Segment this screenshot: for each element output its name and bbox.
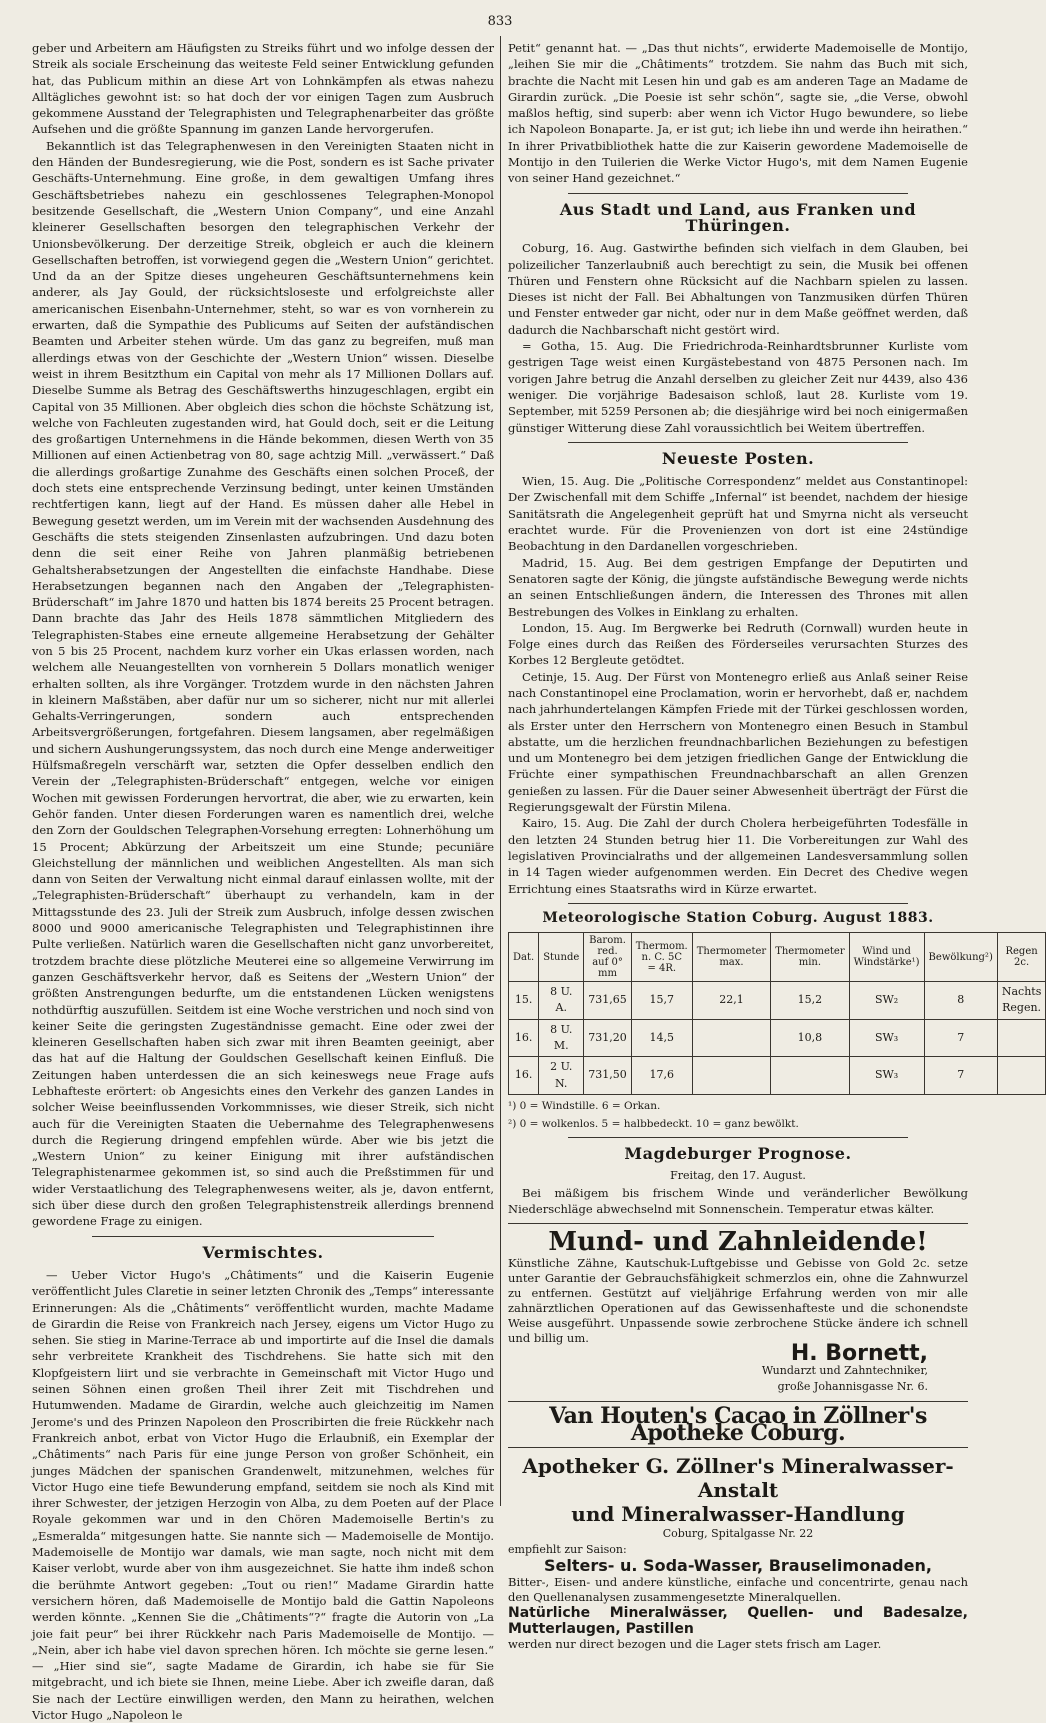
weather-header-cell: Barom. red. auf 0° mm — [584, 933, 632, 982]
table-cell: 15. — [509, 982, 539, 1020]
ad-dentist-text: Künstliche Zähne, Kautschuk-Luftgebisse und Gebisse von Gold 2c. setze unter Garantie der Gebrauchsfähigkeit schmerzlos ein, ohne die Zahnwurzel zu entfernen. Gestützt auf vieljährige Erfahrung werden von mir alle zahnärztlichen Operationen auf das Gewissenhafteste und die schonendste Weise ausgeführt. Unpassende sowie zerbrochene Stücke ändere ich schnell und billig um. — [508, 1256, 968, 1346]
news-cetinje: Cetinje, 15. Aug. Der Fürst von Montenegro erließ aus Anlaß seiner Reise nach Constantinopel eine Proclamation, worin er hervorhebt, daß er, nachdem nach jahrhundertelangen Kämpfen Friede mit der Türkei geschlossen worden, als Erster unter den Herrschern von Montenegro einen Besuch in Stambul abstatte, um die herzlichen freundnachbarlichen Beziehungen zu befestigen und um Montenegro bei dem jetzigen friedlichen Gange der Entwicklung die Früchte einer sympathischen Freundnachbarschaft an allen Grenzen genießen zu lassen. Für die Dauer seiner Abwesenheit überträgt der Fürst die Regierungsgewalt der Fürstin Milena. — [508, 669, 968, 815]
table-cell: 731,20 — [584, 1019, 632, 1057]
table-cell: 16. — [509, 1057, 539, 1095]
weather-header-cell: Thermometer min. — [771, 933, 849, 982]
section-rule — [568, 193, 908, 194]
weather-note-2: ²) 0 = wolkenlos. 5 = halbbedeckt. 10 = ganz bewölkt. — [508, 1117, 799, 1130]
news-london: London, 15. Aug. Im Bergwerke bei Redruth (Cornwall) wurden heute in Folge eines durch das Reißen des Förderseiles verursachten Sturzes des Korbes 12 Bergleute getödtet. — [508, 620, 968, 668]
table-cell: 22,1 — [692, 982, 770, 1020]
section-rule — [92, 1236, 434, 1237]
ad-mineral-product1-desc: Bitter-, Eisen- und andere künstliche, einfache und concentrirte, genau nach den Quellenanalysen zusammengesetzte Mineralquellen. — [508, 1574, 968, 1604]
page-number: 833 — [487, 14, 513, 29]
article-hugo-cont: Petit“ genannt hat. — „Das thut nichts“, erwiderte Mademoiselle de Montijo, „leihen Sie mir die „Châtiments“ trotzdem. Sie nahm das Buch mit sich, brachte die Nacht mit Lesen hin und gab es am anderen Tage an Madame de Girardin zurück. „Die Poesie ist sehr schön“, sagte sie, „die Verse, obwohl maßlos heftig, sind superb: aber wenn ich Victor Hugo bewundere, so liebe ich Napoleon Bonaparte. Ja, er ist gut; ich liebe ihn und werde ihn heirathen.“ In ihrer Privatbibliothek hatte die zur Kaiserin gewordene Mademoiselle de Montijo in den Tuilerien die Werke Victor Hugo's, mit dem Namen Eugenie von seiner Hand gezeichnet.“ — [508, 41, 968, 186]
section-rule — [568, 1137, 908, 1138]
table-cell — [692, 1019, 770, 1057]
section-title-regional: Aus Stadt und Land, aus Franken und Thüringen. — [559, 199, 917, 235]
weather-header-cell: Wind und Windstärke¹) — [849, 933, 924, 982]
ad-dentist-title: Mund- und Zahnleidende! — [548, 1227, 928, 1258]
ad-cacao-banner: Van Houten's Cacao in Zöllner's Apotheke Coburg. — [549, 1403, 927, 1446]
table-cell — [771, 1057, 849, 1095]
weather-header-row — [509, 933, 1046, 982]
table-cell: 8 U. A. — [539, 982, 584, 1020]
article-telegraph-p1: geber und Arbeitern am Häufigsten zu Streiks führt und wo infolge dessen der Streik als sociale Erscheinung das weiteste Feld seiner Entwicklung gefunden hat, das Publicum mithin an diese Art von Lohnkämpfen als etwas nahezu Alltägliches gewohnt ist: so hat doch der vor einigen Tagen zum Ausbruch gekommene Ausstand der Telegraphisten und Telegraphenarbeiter das größte Aufsehen und die größte Spannung im ganzen Lande hervorgerufen. — [32, 41, 494, 137]
ad-mineral-line2: und Mineralwasser-Handlung — [571, 1501, 905, 1526]
weather-title: Meteorologische Station Coburg. August 1883. — [542, 909, 934, 926]
ad-mineral-product2: Natürliche Mineralwässer, Quellen- und Badesalze, Mutterlaugen, Pastillen — [508, 1604, 968, 1638]
table-row — [509, 1057, 1046, 1095]
table-cell: 731,50 — [584, 1057, 632, 1095]
section-rule — [568, 442, 908, 443]
prognosis-title: Magdeburger Prognose. — [624, 1143, 852, 1163]
ad-dentist-role: Wundarzt und Zahntechniker, — [761, 1363, 928, 1377]
column-divider — [500, 36, 501, 1506]
ad-mineral-intro: empfiehlt zur Saison: — [508, 1543, 627, 1557]
weather-note-1: ¹) 0 = Windstille. 6 = Orkan. — [508, 1099, 661, 1112]
table-cell — [692, 1057, 770, 1095]
right-column — [508, 40, 1042, 1652]
table-cell — [997, 1057, 1046, 1095]
table-cell: 2 U. N. — [539, 1057, 584, 1095]
section-rule — [568, 903, 908, 904]
ad-mineral-line1: Apotheker G. Zöllner's Mineralwasser-Anstalt — [522, 1453, 954, 1502]
table-cell: Nachts Regen. — [997, 982, 1046, 1020]
ad-dentist-address: große Johannisgasse Nr. 6. — [777, 1380, 928, 1393]
weather-header-cell: Thermom. n. C. 5C = 4R. — [631, 933, 692, 982]
prognosis-date: Freitag, den 17. August. — [670, 1169, 806, 1183]
ad-mineral-product2-desc: werden nur direct bezogen und die Lager stets frisch am Lager. — [508, 1637, 882, 1652]
table-cell: SW₃ — [849, 1019, 924, 1057]
section-title-vermischtes: Vermischtes. — [202, 1242, 324, 1262]
ad-dentist-signature — [508, 1341, 928, 1395]
table-cell — [997, 1019, 1046, 1057]
news-kairo: Kairo, 15. Aug. Die Zahl der durch Cholera herbeigeführten Todesfälle in den letzten 24 Stunden betrug hier 11. Die Vorbereitungen zur Wahl des legislativen Provincialraths und der allgemeinen Landesversammlung sollen in 14 Tagen wieder aufgenommen werden. Ein Decret des Chedive wegen Errichtung eines Staatsraths wird in Kürze erwartet. — [508, 816, 968, 896]
table-cell: 10,8 — [771, 1019, 849, 1057]
table-cell: SW₃ — [849, 1057, 924, 1095]
ad-dentist-name: H. Bornett, — [790, 1341, 928, 1367]
table-cell: 731,65 — [584, 982, 632, 1020]
left-column — [32, 40, 494, 1723]
prognosis-text: Bei mäßigem bis frischem Winde und veränderlicher Bewölkung Niederschläge abwechselnd mit Sonnenschein. Temperatur etwas kälter. — [508, 1185, 968, 1216]
ad-mineral-product1: Selters- u. Soda-Wasser, Brauselimonaden, — [544, 1556, 932, 1576]
weather-header-cell: Dat. — [509, 933, 539, 982]
news-wien: Wien, 15. Aug. Die „Politische Correspondenz“ meldet aus Constantinopel: Der Zwischenfall mit dem Schiffe „Infernal“ ist beendet, nachdem der hiesige Sanitätsrath die Angelegenheit geprüft hat und Smyrna nicht als verseucht erachtet wurde. Für die Provenienzen von dort ist eine 24stündige Beobachtung in den Dardanellen vorgeschrieben. — [508, 474, 968, 554]
news-gotha: = Gotha, 15. Aug. Die Friedrichroda-Reinhardtsbrunner Kurliste vom gestrigen Tage weist einen Kurgästebestand von 4875 Personen nach. Im vorigen Jahre betrug die Anzahl derselben zu gleicher Zeit nur 4439, also 436 weniger. Die vorjährige Badesaison schloß, laut 28. Kurliste vom 19. September, mit 5259 Personen ab; die diesjährige wird bei noch einigermaßen günstiger Witterung diese Zahl voraussichtlich bei Weitem übertreffen. — [508, 339, 968, 435]
article-telegraph-p2: Bekanntlich ist das Telegraphenwesen in den Vereinigten Staaten nicht in den Händen der Bundesregierung, wie die Post, sondern es ist Sache privater Geschäfts-Unternehmung. Eine große, in dem gewaltigen Umfang ihres Geschäftsbetriebes nahezu ein geschlossenes Telegraphen-Monopol besitzende Gesellschaft, die „Western Union Company“, und eine Anzahl kleinerer Gesellschaften besorgen den telegraphischen Verkehr der Unionsbevölkerung. Der derzeitige Streik, obgleich er auch die kleinern Gesellschaften betroffen, ist vorwiegend gegen die „Western Union“ gerichtet. Und da an der Spitze dieses ungeheuren Geschäftsunternehmens kein anderer, als Jay Gould, der rücksichtsloseste und erfolgreichste aller americanischen Eisenbahn-Unternehmer, steht, so war es von vornherein zu erwarten, daß die Sympathie des Publicums auf Seiten der aufständischen Beamten und Arbeiter stehen würde. Um das ganz zu begreifen, muß man allerdings etwas von der Geschichte der „Western Union“ wissen. Dieselbe weist in ihrem Besitzthum ein Capital von mehr als 17 Millionen Dollars auf. Dieselbe Summe als Betrag des Geschäftswerths hinzugeschlagen, ergibt ein Capital von 35 Millionen. Aber obgleich dies schon die höchste Schätzung ist, welche von Fachleuten zugestanden wird, hat Gould doch, seit er die Leitung des großartigen Unternehmens in die Hände bekommen, diesen Werth von 35 Millionen auf einen Actienbetrag von 80, sage achtzig Mill. „verwässert.“ Daß die allerdings großartige Zunahme des Geschäfts einen solchen Proceß, der doch stets eine entsprechende Verzinsung bedingt, unter keinen Umständen rechtfertigen kann, liegt auf der Hand. Es müssen daher alle Hebel in Bewegung gesetzt werden, um im Verein mit der wachsenden Ausdehnung des Geschäfts die stets steigenden Zinsenlasten aufzubringen. Und dazu boten denn die seit einer Reihe von Jahren planmäßig betriebenen Gehaltsherabsetzungen der Angestellten die einfachste Handhabe. Diese Herabsetzungen begannen nach den Angaben der „Telegraphisten-Brüderschaft“ im Jahre 1870 und hatten bis 1874 bereits 25 Procent betragen. Dann brachte das Jahr des Heils 1878 sämmtlichen Mitgliedern des Telegraphisten-Stabes eine erneute allgemeine Herabsetzung der Gehälter von 5 bis 25 Procent, nachdem kurz vorher ein Ukas erlassen worden, nach welchem alle Neuangestellten von vornherein 5 Dollars monatlich weniger erhalten sollten, als ihre Vorgänger. Trotzdem wurde in den nächsten Jahren in kleinern Maßstäben, aber dafür nur um so sicherer, nicht nur mit allerlei Gehalts-Verringerungen, sondern auch entsprechenden Arbeitsvergrößerungen, fortgefahren. Diesem langsamen, aber regelmäßigen und sichern Aushungerungssystem, das noch durch eine Menge anderweitiger Hülfsmaßregeln verschärft war, setzten die Opfer desselben endlich den Verein der „Telegraphisten-Brüderschaft“ entgegen, welche vor einigen Wochen mit gewissen Forderungen hervortrat, die aber, wie zu erwarten, kein Gehör fanden. Unter diesen Forderungen waren es namentlich drei, welche den Zorn der Gouldschen Telegraphen-Vorsehung erregten: Lohnerhöhung um 15 Procent; Abkürzung der Arbeitszeit um eine Stunde; pecuniäre Gleichstellung der männlichen und weiblichen Angestellten. Als man sich dann von Seiten der Verwaltung nicht einmal darauf einlassen wollte, mit der „Telegraphisten-Brüderschaft“ überhaupt zu verhandeln, kam in der Mittagsstunde des 23. Juli der Streik zum Ausbruch, infolge dessen zwischen 8000 und 9000 americanische Telegraphisten und Telegraphistinnen ihre Pulte verließen. Natürlich waren die Gesellschaften nicht ganz unvorbereitet, trotzdem brachte diese plötzliche Meuterei eine so allgemeine Verwirrung im ganzen Geschäftsverkehr hervor, daß es Seitens der „Western Union“ der größten Anstrengungen bedurfte, um die entstandenen Lücken wenigstens nothdürftig auszufüllen. Seitdem ist eine Woche verstrichen und noch sind von keiner Seite die geringsten Zugeständnisse gemacht. Eine oder zwei der kleineren Gesellschaften haben sich zwar mit ihren Beamten geeinigt, aber das hat auf die Haltung der Gouldschen Gesellschaft keinen Einfluß. Die Zeitungen haben unterdessen die an sich keineswegs neue Frage aufs Lebhafteste erörtert: ob Angesichts eines den Verkehr des ganzen Landes in solcher Weise beeinflussenden Vorkommnisses, wie dieser Streik, sich nicht auch für die Vereinigten Staaten die Uebernahme des Telegraphenwesens durch die Regierung dringend empfehlen würde. Aber wie bis jetzt die „Western Union“ zu keiner Einigung mit ihrer aufständischen Telegraphistenarmee gekommen ist, so sind auch die Preßstimmen für und wider Verstaatlichung des Telegraphenwesens weiter, als je, davon entfernt, sich über diese durch den großen Telegraphistenstreik allerdings brennend gewordene Frage zu einigen. — [32, 138, 494, 1229]
table-cell: 15,7 — [631, 982, 692, 1020]
table-row — [509, 1019, 1046, 1057]
weather-header-cell: Thermometer max. — [692, 933, 770, 982]
news-coburg: Coburg, 16. Aug. Gastwirthe befinden sich vielfach in dem Glauben, bei polizeilicher Tanzerlaubniß auch berechtigt zu sein, die Musik bei offenen Thüren und Fenstern ohne Rücksicht auf die Nachbarn spielen zu lassen. Dieses ist nicht der Fall. Bei Abhaltungen von Tanzmusiken dürfen Thüren und Fenster entweder gar nicht, oder nur in dem Maße geöffnet werden, daß dadurch die Nachbarschaft nicht gestört wird. — [508, 241, 968, 337]
table-cell: 14,5 — [631, 1019, 692, 1057]
ad-mineral-address: Coburg, Spitalgasse Nr. 22 — [662, 1526, 814, 1540]
news-madrid: Madrid, 15. Aug. Bei dem gestrigen Empfange der Deputirten und Senatoren sagte der König, die jüngste aufständische Bewegung werde nichts an seinen Entschließungen ändern, die Interessen des Thrones mit allen Bestrebungen des Volkes in Einklang zu erhalten. — [508, 555, 968, 619]
weather-table — [508, 932, 1046, 1095]
weather-header-cell: Stunde — [539, 933, 584, 982]
ad-rule — [508, 1223, 968, 1224]
table-cell: 8 — [924, 982, 997, 1020]
table-cell: 15,2 — [771, 982, 849, 1020]
table-cell: 7 — [924, 1019, 997, 1057]
section-title-news: Neueste Posten. — [661, 448, 815, 468]
table-cell: 7 — [924, 1057, 997, 1095]
table-cell: 17,6 — [631, 1057, 692, 1095]
table-cell: SW₂ — [849, 982, 924, 1020]
weather-header-cell: Regen 2c. — [997, 933, 1046, 982]
table-cell: 16. — [509, 1019, 539, 1057]
table-cell: 8 U. M. — [539, 1019, 584, 1057]
weather-header-cell: Bewölkung²) — [924, 933, 997, 982]
ad-rule — [508, 1401, 968, 1402]
article-hugo: — Ueber Victor Hugo's „Châtiments“ und die Kaiserin Eugenie veröffentlicht Jules Claretie in seiner letzten Chronik des „Temps“ interessante Erinnerungen: Als die „Châtiments“ veröffentlicht wurden, machte Madame de Girardin die Reise von Frankreich nach Jersey, eigens um Victor Hugo zu sehen. Sie stieg in Marine-Terrace ab und importirte auf die Insel die damals sehr verbreitete Krankheit des Tischdrehens. Sie hatte sich mit den Klopfgeistern liirt und sie verbrachte in Gemeinschaft mit Victor Hugo und seinen Söhnen einen großen Theil ihrer Zeit mit Tischdrehen und Hutumwenden. Madame de Girardin, welche auch gleichzeitig im Namen Jerome's und des Prinzen Napoleon den Proscribirten die freie Rückkehr nach Frankreich anbot, erbat von Victor Hugo die Erlaubniß, ein Exemplar der „Châtiments“ nach Paris für eine junge Person von großer Schönheit, ein junges Mädchen der spanischen Grandenwelt, mitzunehmen, welches für Victor Hugo eine tiefe Bewunderung empfand, seitdem sie noch als Kind mit ihrer Schwester, der jetzigen Herzogin von Alba, zu dem Poeten auf der Place Royale gekommen war und in den Chören Mademoiselle Bertin's zu „Esmeralda“ mitgesungen hatte. Sie nannte sich — Mademoiselle de Montijo. Mademoiselle de Montijo war damals, wie man sagte, noch nicht mit dem Kaiser verlobt, wurde aber von ihm ausgezeichnet. Sie hatte ihm indeß schon die berühmte Antwort gegeben: „Tout ou rien!“ Madame Girardin hatte versichern hören, daß Mademoiselle de Montijo bald die Gattin Napoleons werden könnte. „Kennen Sie die „Châtiments“?“ fragte die Autorin von „La joie fait peur“ bei ihrer Rückkehr nach Paris Mademoiselle de Montijo. — „Nein, aber ich habe viel davon sprechen hören. Ich möchte sie gerne lesen.“ — „Hier sind sie“, sagte Madame de Girardin, ich habe sie für Sie mitgebracht, und ich biete sie Ihnen, meine Liebe. Aber ich zweifle daran, daß Sie nach der Lectüre einwilligen werden, den Mann zu heirathen, welchen Victor Hugo „Napoleon le — [32, 1267, 495, 1722]
table-row — [509, 982, 1046, 1020]
ad-rule — [508, 1447, 968, 1448]
